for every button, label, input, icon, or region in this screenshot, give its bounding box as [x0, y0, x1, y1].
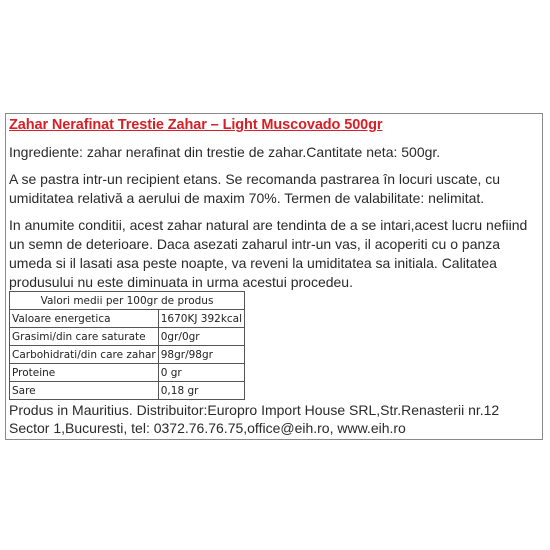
nutrition-label: Proteine: [10, 364, 159, 382]
nutrition-label: Valoare energetica: [10, 310, 159, 328]
product-label: [5, 113, 543, 440]
storage-text: A se pastra intr-un recipient etans. Se recomanda pastrarea în locuri uscate, cu umiditatea relativă a aerului de maxim 70%. Termen de valabilitate: nelimitat.: [9, 171, 501, 206]
notes-text: In anumite conditii, acest zahar natural are tendinta de a se intari,acest lucru nefiind un semn de deterioare. Daca asezati zaharul intr-un vas, il acoperiti cu o panza umeda si il lasati asa peste noapte, va reveni la umiditatea sa initiala. Calitatea produsului nu este diminuata in urma acestui procedeu.: [9, 217, 528, 290]
nutrition-row: [10, 382, 245, 400]
nutrition-row: [10, 364, 245, 382]
nutrition-value: 1670KJ 392kcal: [158, 310, 244, 328]
product-title: Zahar Nerafinat Trestie Zahar – Light Muscovado 500gr: [9, 117, 383, 133]
distributor-text: Produs in Mauritius. Distribuitor:Europro Import House SRL,Str.Renasterii nr.12 Sector 1,Bucuresti, tel: 0372.76.76.75,office@eih.ro, www.eih.ro: [9, 402, 500, 436]
ingredients-text: Ingrediente: zahar nerafinat din trestie de zahar.Cantitate neta: 500gr.: [9, 144, 441, 160]
nutrition-row: [10, 328, 245, 346]
nutrition-row: [10, 310, 245, 328]
nutrition-label: Grasimi/din care saturate: [10, 328, 159, 346]
nutrition-header: Valori medii per 100gr de produs: [10, 292, 245, 310]
nutrition-header-row: [10, 292, 245, 310]
nutrition-table: [9, 291, 245, 400]
nutrition-label: Sare: [10, 382, 159, 400]
nutrition-value: 0,18 gr: [158, 382, 244, 400]
nutrition-value: 0 gr: [158, 364, 244, 382]
nutrition-value: 0gr/0gr: [158, 328, 244, 346]
nutrition-value: 98gr/98gr: [158, 346, 244, 364]
nutrition-label: Carbohidrati/din care zahar: [10, 346, 159, 364]
nutrition-row: [10, 346, 245, 364]
